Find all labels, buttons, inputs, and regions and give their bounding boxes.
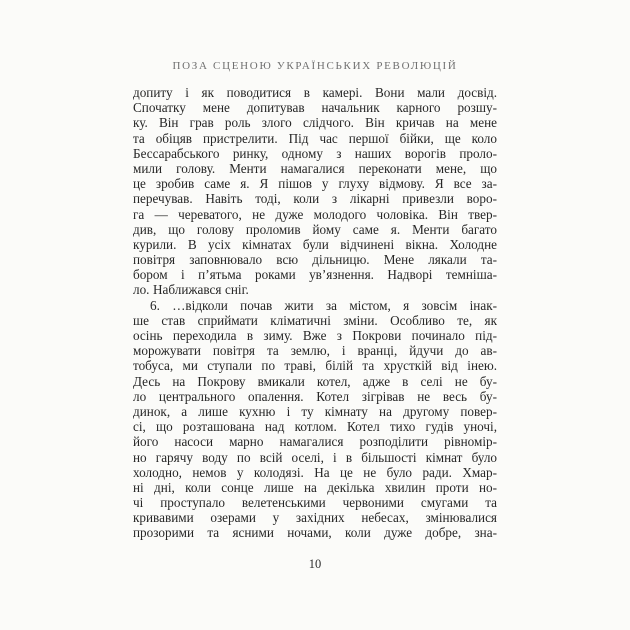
text-line: його насоси марно намагалися розподілити рівномір- <box>133 434 497 450</box>
text-line: ку. Він грав роль злого слідчого. Він кричав на мене <box>133 115 497 131</box>
text-line: прозорими та ясними ночами, коли дуже добре, зна- <box>133 525 497 541</box>
text-line: курили. В усіх кімнатах були відчинені вікна. Холодне <box>133 236 497 252</box>
running-header: ПОЗА СЦЕНОЮ УКРАЇНСЬКИХ РЕВОЛЮЦІЙ <box>172 60 458 72</box>
text-line: це зробив саме я. Я пішов у глуху відмову. Я все за- <box>133 176 497 192</box>
text-line: чі проступало велетенськими червоними смугами та <box>133 495 497 511</box>
text-line: та обіцяв пристрелити. Під час першої бійки, ще коло <box>133 130 497 146</box>
body-text <box>133 85 497 541</box>
text-line: ше став сприймати кліматичні зміни. Особливо те, як <box>133 312 497 328</box>
text-line: Спочатку мене допитував начальник карного розшу- <box>133 100 497 116</box>
page-number: 10 <box>308 557 322 571</box>
text-line: морожувати повітря та землю, і вранці, йдучи до ав- <box>133 343 497 359</box>
text-line: осінь переходила в зиму. Вже з Покрови починало під- <box>133 328 497 343</box>
text-line: Десь на Покрову вмикали котел, адже в селі не бу- <box>133 373 497 389</box>
text-line: ні дні, коли сонце лише на декілька хвилин проти но- <box>133 479 497 495</box>
text-line: ло. Наближався сніг. <box>133 282 249 298</box>
text-line: га — череватого, не дуже молодого чоловіка. Він твер- <box>133 206 497 222</box>
text-line: 6. …відколи почав жити за містом, я зовсім інак- <box>150 297 497 313</box>
text-line: допиту і як поводитися в камері. Вони мали досвід. <box>133 85 497 100</box>
text-line: динок, а лише кухню і ту кімнату на другому повер- <box>133 403 497 419</box>
text-line: сі, що розташована над котлом. Котел тихо гудів уночі, <box>133 419 497 435</box>
text-line: бором і п’ятьма роками ув’язнення. Надворі темніша- <box>133 267 497 283</box>
text-line: ло центрального опалення. Котел зігрівав не весь бу- <box>133 388 497 404</box>
text-line: холодно, немов у колодязі. На це не було ради. Хмар- <box>133 464 497 480</box>
text-line: перечував. Навіть тоді, коли з лікарні привезли воро- <box>133 191 497 207</box>
text-line: див, що голову проломив йому саме я. Менти багато <box>133 221 497 237</box>
text-line: кривавими озерами у західних небесах, змінювалися <box>133 510 497 526</box>
text-line: Бессарабського ринку, одному з наших ворогів проло- <box>133 145 497 161</box>
text-line: повітря заповнювало всю дільницю. Мене лякали та- <box>133 252 497 268</box>
text-line: но гарячу воду по всій оселі, і в більшості кімнат було <box>133 449 497 465</box>
text-line: тобуса, ми ступали по траві, білій та хрусткій від інею. <box>133 358 497 374</box>
text-line: мили голову. Менти намагалися переконати мене, що <box>133 160 497 176</box>
